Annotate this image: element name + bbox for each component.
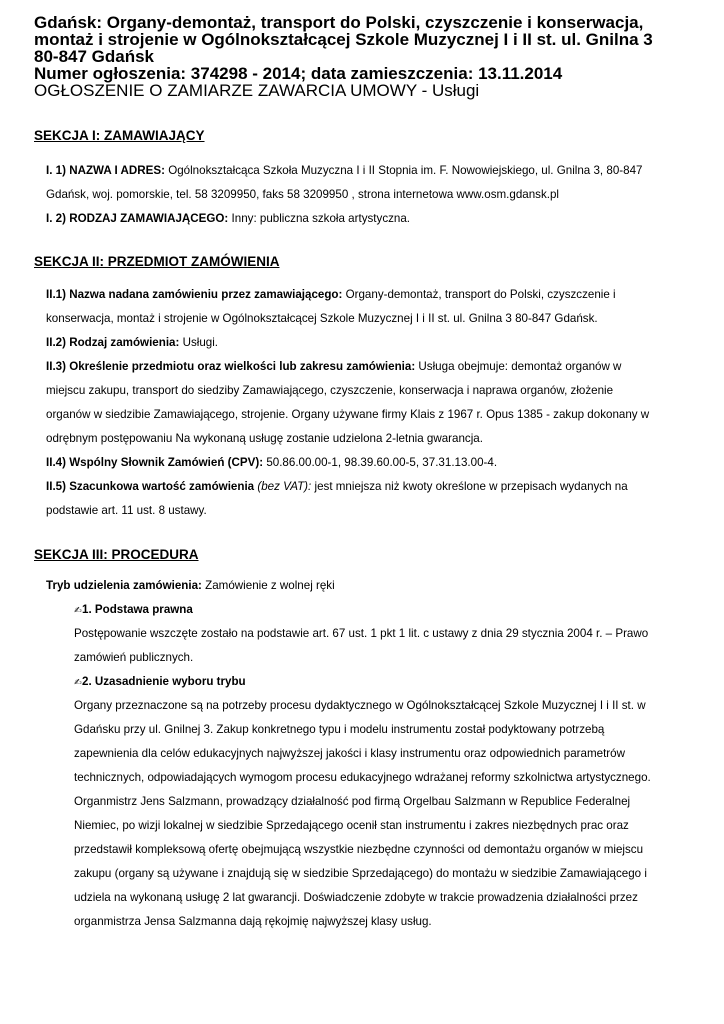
subsection-2-line: Niemiec, po wizji lokalnej w siedzibie Sprzedającego ocenił stan instrumentu i zakres niezbędnych prac oraz (74, 819, 629, 832)
section-2-item-3-cont-2: organów w siedzibie Zamawiającego, strojenie. Organy używane firmy Klais z 1967 r. Opus 1385 - zakup dokonany w (46, 408, 650, 421)
subsection-2-line: Organmistrz Jens Salzmann, prowadzący działalność pod firmą Orgelbau Salzmann w Republice Federalnej (74, 795, 631, 808)
section-1-item-1-cont: Gdańsk, woj. pomorskie, tel. 58 3209950, faks 58 3209950 , strona internetowa www.osm.gdansk.pl (46, 188, 559, 201)
section-2-item-2-label: II.2) Rodzaj zamówienia: (46, 336, 180, 349)
section-2-body (46, 283, 694, 523)
section-2-item-5-cont: podstawie art. 11 ust. 8 ustawy. (46, 504, 207, 517)
notice-title-line-3: 80-847 Gdańsk (34, 47, 155, 66)
section-2-item-1 (46, 283, 694, 307)
procedure-mode-label: Tryb udzielenia zamówienia: (46, 579, 202, 592)
section-2-heading: SEKCJA II: PRZEDMIOT ZAMÓWIENIA (34, 254, 280, 269)
section-1-item-2-label: I. 2) RODZAJ ZAMAWIAJĄCEGO: (46, 212, 229, 225)
section-2-item-4 (46, 451, 694, 475)
section-1-body (46, 159, 694, 231)
section-2-item-5 (46, 475, 694, 499)
section-1-item-1-value-line-1: Ogólnokształcąca Szkoła Muzyczna I i II Stopnia im. F. Nowowiejskiego, ul. Gnilna 3, 80-847 (168, 164, 643, 177)
notice-title-line-1: Gdańsk: Organy-demontaż, transport do Polski, czyszczenie i konserwacja, (34, 13, 644, 32)
section-2-item-4-value: 50.86.00.00-1, 98.39.60.00-5, 37.31.13.00-4. (266, 456, 498, 469)
bullet-pen-icon: ✍ (74, 677, 82, 687)
subsection-2-line: organmistrza Jensa Salzmanna dają rękojmię najwyższej klasy usług. (74, 915, 432, 928)
subsection-2-body (74, 694, 694, 934)
section-2-item-3-cont-1: miejscu zakupu, transport do siedziby Zamawiającego, czyszczenie, konserwacja i naprawa organów, złożenie (46, 384, 614, 397)
section-2-item-2-value: Usługi. (182, 336, 219, 349)
section-1-heading: SEKCJA I: ZAMAWIAJĄCY (34, 128, 205, 143)
section-1-item-2-value: Inny: publiczna szkoła artystyczna. (231, 212, 411, 225)
subsection-2-line: zapewnienia dla celów edukacyjnych najwyższej jakości i klasy instrumentu oraz odpowiednich parametrów (74, 747, 625, 760)
notice-document (34, 14, 694, 934)
section-2-item-1-value-line-1: Organy-demontaż, transport do Polski, czyszczenie i (345, 288, 616, 301)
section-1-item-1 (46, 159, 694, 183)
notice-type: OGŁOSZENIE O ZAMIARZE ZAWARCIA UMOWY - Usługi (34, 81, 480, 100)
bullet-pen-icon: ✍ (74, 605, 82, 615)
notice-header (34, 14, 694, 99)
section-2-item-5-value-line-1: jest mniejsza niż kwoty określone w przepisach wydanych na (314, 480, 628, 493)
section-2-item-2 (46, 331, 694, 355)
section-1-item-2 (46, 207, 694, 231)
section-2-item-3-value-line-1: Usługa obejmuje: demontaż organów w (418, 360, 622, 373)
section-1-item-1-label: I. 1) NAZWA I ADRES: (46, 164, 165, 177)
section-2-item-4-label: II.4) Wspólny Słownik Zamówień (CPV): (46, 456, 264, 469)
subsection-1-line-2: zamówień publicznych. (74, 651, 194, 664)
subsection-2-line: technicznych, odpowiadających wymogom procesu edukacyjnego wdrażanej reformy szkolnictwa artystycznego. (74, 771, 651, 784)
section-2-item-3 (46, 355, 694, 379)
subsection-2-title-text: 2. Uzasadnienie wyboru trybu (82, 675, 246, 688)
subsection-2-line: Organy przeznaczone są na potrzeby procesu dydaktycznego w Ogólnokształcącej Szkole Muzycznej I i II st. w (74, 699, 646, 712)
procedure-mode (46, 574, 694, 598)
section-2-item-3-cont-3: odrębnym postępowaniu Na wykonaną usługę zostanie udzielona 2-letnia gwarancja. (46, 432, 483, 445)
subsection-2-line: udziela na wykonaną usługę 2 lat gwarancji. Doświadczenie zdobyte w trakcie prowadzenia działalności przez (74, 891, 638, 904)
procedure-mode-value: Zamówienie z wolnej ręki (205, 579, 335, 592)
section-2-item-5-label: II.5) Szacunkowa wartość zamówienia (46, 480, 255, 493)
subsection-1-line-1: Postępowanie wszczęte zostało na podstawie art. 67 ust. 1 pkt 1 lit. c ustawy z dnia 29 stycznia 2004 r. – Prawo (74, 627, 649, 640)
section-3-body (46, 574, 694, 598)
section-2-item-5-italic: (bez VAT): (257, 480, 312, 493)
notice-title-line-2: montaż i strojenie w Ogólnokształcącej Szkole Muzycznej I i II st. ul. Gnilna 3 (34, 30, 653, 49)
notice-number-line: Numer ogłoszenia: 374298 - 2014; data zamieszczenia: 13.11.2014 (34, 64, 563, 83)
section-2-item-1-cont: konserwacja, montaż i strojenie w Ogólnokształcącej Szkole Muzycznej I i II st. ul. Gnilna 3 80-847 Gdańsk. (46, 312, 598, 325)
section-2-item-1-label: II.1) Nazwa nadana zamówieniu przez zamawiającego: (46, 288, 343, 301)
subsection-2-line: przedstawił kompleksową ofertę obejmującą wszystkie niezbędne czynności od demontażu organów w miejscu (74, 843, 644, 856)
subsection-2-line: zakupu (organy są używane i znajdują się w siedzibie Sprzedającego) do montażu w siedzibie Zamawiającego i (74, 867, 647, 880)
section-3-heading: SEKCJA III: PROCEDURA (34, 547, 199, 562)
section-2-item-3-label: II.3) Określenie przedmiotu oraz wielkości lub zakresu zamówienia: (46, 360, 416, 373)
subsection-1-body (74, 622, 694, 670)
subsection-1-title-text: 1. Podstawa prawna (82, 603, 193, 616)
subsection-2-title (74, 670, 694, 694)
subsection-1-title (74, 598, 694, 622)
subsection-2-line: Gdańsku przy ul. Gnilnej 3. Zakup konkretnego typu i modelu instrumentu został podyktowany potrzebą (74, 723, 605, 736)
